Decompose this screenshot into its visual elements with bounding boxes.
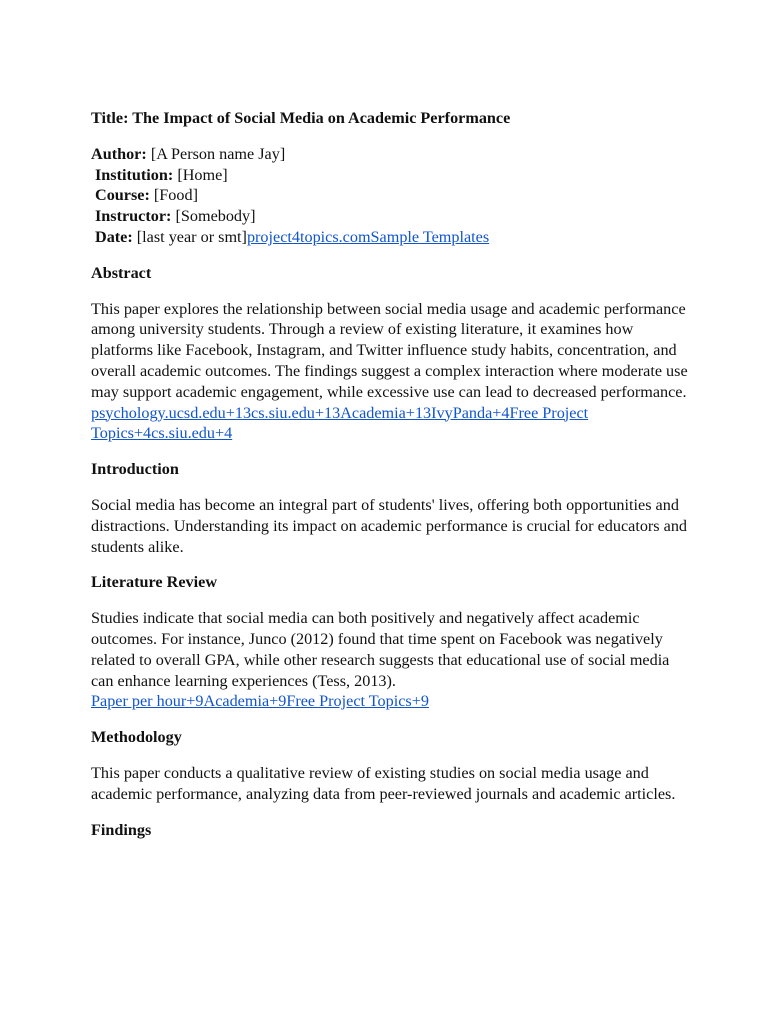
introduction-paragraph: Social media has become an integral part of students' lives, offering both opportunities and distractions. Understanding its impact on academic performance is crucial for educators and students alike. xyxy=(91,495,688,556)
course-line xyxy=(91,185,691,206)
document-page xyxy=(91,108,691,855)
document-title: Title: The Impact of Social Media on Academic Performance xyxy=(91,109,511,127)
literature-review-body: Studies indicate that social media can both positively and negatively affect academic outcomes. For instance, Junco (2012) found that time spent on Facebook was negatively related to overall GPA, while other research suggests that educational use of social media can enhance learning experiences (Tess, 2013). xyxy=(91,609,670,690)
instructor-line xyxy=(91,206,691,227)
introduction-heading: Introduction xyxy=(91,460,179,479)
institution-line xyxy=(91,165,691,186)
abstract-paragraph xyxy=(91,299,691,445)
date-line xyxy=(91,227,691,248)
date-label: Date: xyxy=(95,227,133,246)
date-value: [last year or smt] xyxy=(132,227,247,246)
institution-value: [Home] xyxy=(173,165,228,184)
instructor-label: Instructor: xyxy=(95,207,172,226)
date-source-link[interactable]: project4topics.comSample Templates xyxy=(246,227,490,246)
instructor-value: [Somebody] xyxy=(171,207,256,226)
findings-heading: Findings xyxy=(91,820,152,839)
abstract-body: This paper explores the relationship between social media usage and academic performance among university students. Through a review of existing literature, it examines how platforms like Facebook, Instagram, and Twitter influence study habits, concentration, and overall academic outcomes. The findings suggest a complex interaction where moderate use may support academic engagement, while excessive use can lead to decreased performance. xyxy=(91,299,688,401)
course-value: [Food] xyxy=(149,186,198,205)
methodology-paragraph: This paper conducts a qualitative review of existing studies on social media usage and academic performance, analyzing data from peer-reviewed journals and academic articles. xyxy=(91,763,676,803)
literature-review-heading: Literature Review xyxy=(91,573,218,592)
institution-label: Institution: xyxy=(95,165,174,184)
course-label: Course: xyxy=(95,186,150,205)
methodology-heading: Methodology xyxy=(91,728,182,747)
abstract-source-link[interactable]: psychology.ucsd.edu+13cs.siu.edu+13Academia+13IvyPanda+4Free Project Topics+4cs.siu.edu+4 xyxy=(91,403,589,443)
literature-review-paragraph xyxy=(91,608,691,712)
author-value: [A Person name Jay] xyxy=(146,144,286,163)
author-line xyxy=(91,144,691,165)
abstract-heading: Abstract xyxy=(91,263,152,282)
literature-review-source-link[interactable]: Paper per hour+9Academia+9Free Project Topics+9 xyxy=(91,692,429,711)
author-label: Author: xyxy=(91,144,147,163)
